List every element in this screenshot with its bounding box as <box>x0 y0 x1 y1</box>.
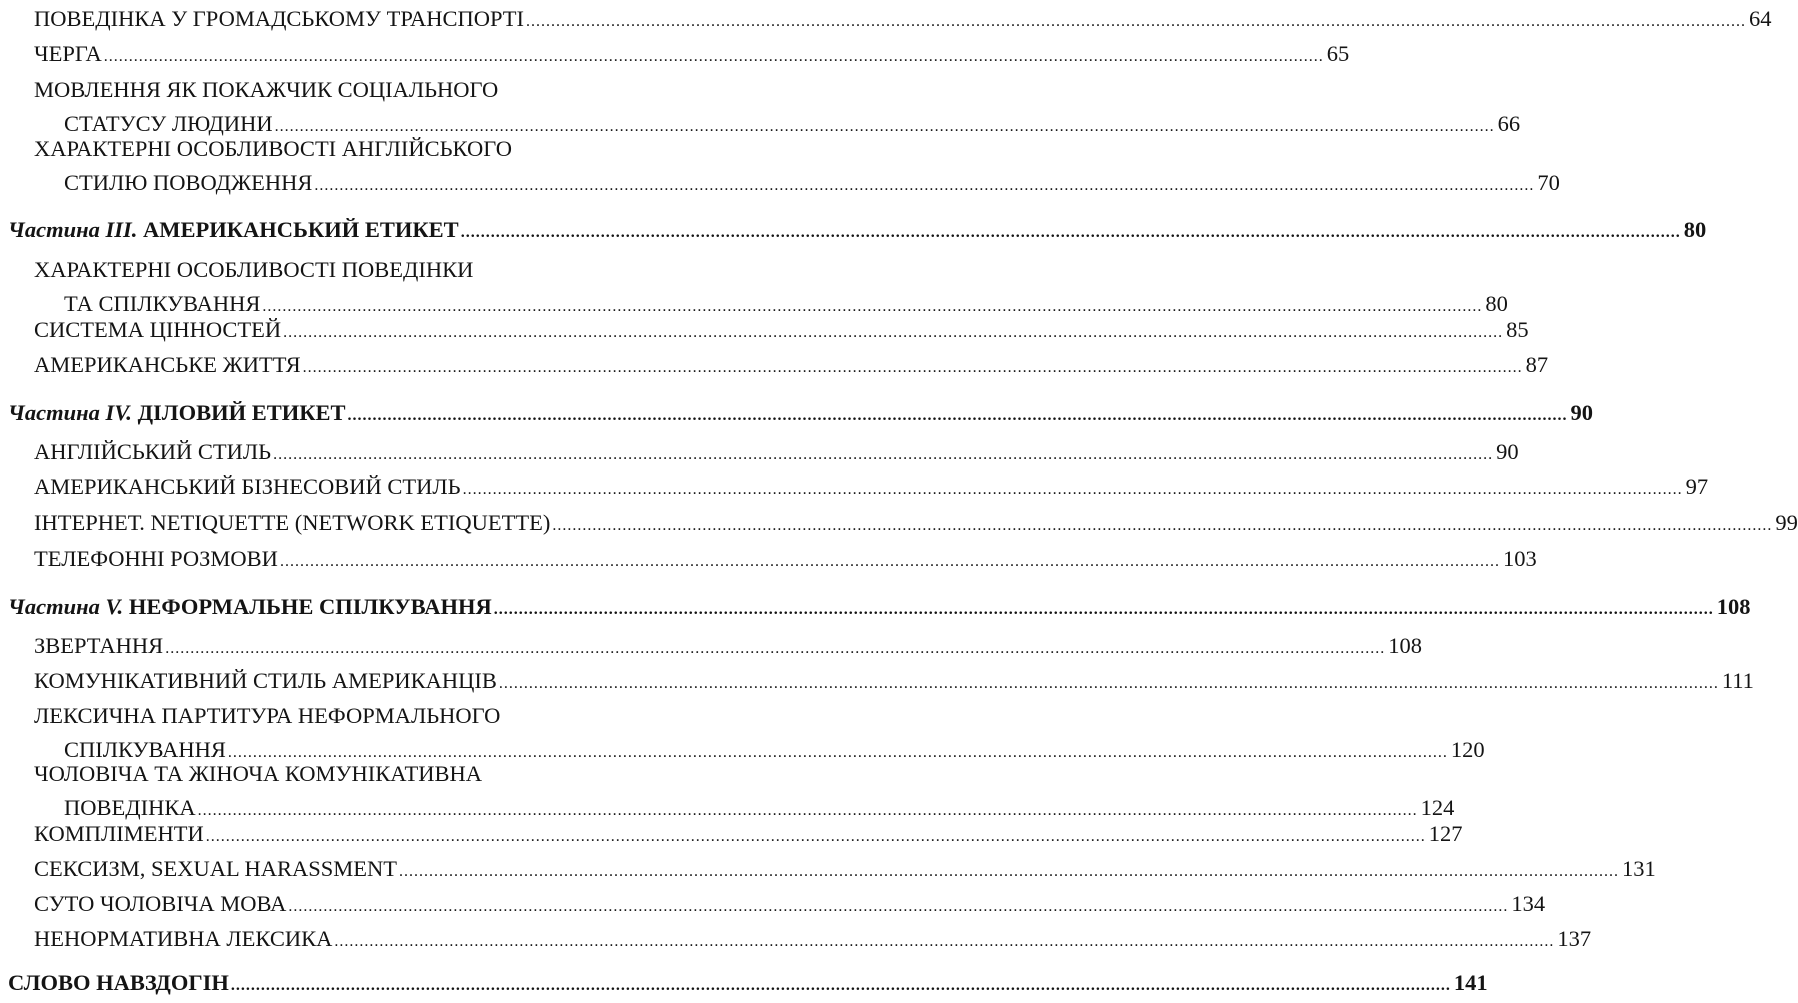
toc-line <box>0 470 1709 504</box>
toc-part-heading <box>0 213 1707 247</box>
dot-leader <box>552 509 1772 543</box>
toc-entry <box>0 2 1772 36</box>
dot-leader <box>526 5 1746 39</box>
toc-page-number: 66 <box>1497 111 1521 136</box>
toc-line <box>0 966 1488 1000</box>
toc-entry-title: СЛОВО НАВЗДОГІН <box>8 970 229 995</box>
toc-entry-title: КОМПЛІМЕНТИ <box>34 821 204 846</box>
dot-leader <box>499 667 1719 701</box>
dot-leader <box>494 593 1714 627</box>
toc-entry-title: ХАРАКТЕРНІ ОСОБЛИВОСТІ ПОВЕДІНКИ <box>34 257 474 282</box>
dot-leader <box>288 890 1508 924</box>
part-title: ДІЛОВИЙ ЕТИКЕТ <box>137 400 346 425</box>
toc-entry-title: ЧЕРГА <box>34 41 102 66</box>
toc-entry-title: АМЕРИКАНСЬКЕ ЖИТТЯ <box>34 352 301 377</box>
toc-page-number: 80 <box>1485 291 1508 316</box>
toc-line <box>0 435 1519 469</box>
toc-page-number: 131 <box>1622 856 1656 881</box>
toc-entry-title: ТЕЛЕФОННІ РОЗМОВИ <box>34 546 278 571</box>
toc-entry <box>0 852 1656 886</box>
toc-page-number: 70 <box>1537 170 1560 195</box>
dot-leader <box>461 216 1681 250</box>
toc-entry-title-continued: ТА СПІЛКУВАННЯ <box>64 291 261 316</box>
toc-entry <box>0 664 1754 698</box>
toc-entry-title-continued: СТАТУСУ ЛЮДИНИ <box>64 111 273 136</box>
toc-page-number: 80 <box>1683 217 1707 242</box>
toc-line <box>0 132 667 166</box>
toc-line <box>0 887 1546 921</box>
toc-entry <box>0 817 1463 851</box>
toc-line <box>0 2 1772 36</box>
toc-line <box>0 213 1707 247</box>
toc-line <box>0 396 1594 430</box>
toc-entry-title: КОМУНІКАТИВНИЙ СТИЛЬ АМЕРИКАНЦІВ <box>34 668 497 693</box>
toc-page-number: 90 <box>1570 400 1594 425</box>
toc-entry <box>0 922 1592 956</box>
toc-line <box>0 348 1549 382</box>
toc-line <box>0 73 667 107</box>
toc-page-number: 108 <box>1388 633 1422 658</box>
toc-entry <box>0 37 1350 71</box>
toc-entry <box>0 470 1709 504</box>
toc-line <box>0 253 667 287</box>
toc-entry-title: ЛЕКСИЧНА ПАРТИТУРА НЕФОРМАЛЬНОГО <box>34 703 501 728</box>
part-prefix: Частина III. <box>8 217 138 242</box>
toc-page-number: 111 <box>1721 668 1754 693</box>
dot-leader <box>206 820 1426 854</box>
toc-entry-title: ХАРАКТЕРНІ ОСОБЛИВОСТІ АНГЛІЙСЬКОГО <box>34 136 512 161</box>
toc-entry-title: ІНТЕРНЕТ. NETIQUETTE (NETWORK ETIQUETTE) <box>34 510 551 535</box>
toc-entry-title: СУТО ЧОЛОВІЧА МОВА <box>34 891 287 916</box>
toc-entry-title-continued: СТИЛЮ ПОВОДЖЕННЯ <box>64 170 313 195</box>
toc-page-number: 124 <box>1420 795 1455 820</box>
dot-leader <box>104 40 1324 74</box>
toc-entry-title: АНГЛІЙСЬКИЙ СТИЛЬ <box>34 439 272 464</box>
toc-page-number: 97 <box>1685 474 1709 499</box>
toc-entry-title-continued: ПОВЕДІНКА <box>64 795 196 820</box>
toc-page-number: 85 <box>1506 317 1529 342</box>
toc-page-number: 134 <box>1511 891 1546 916</box>
toc-entry <box>0 348 1549 382</box>
toc-page-number: 64 <box>1749 6 1772 31</box>
toc-line <box>0 37 1350 71</box>
part-prefix: Частина IV. <box>8 400 132 425</box>
toc-entry <box>0 506 1798 540</box>
toc-final-entry <box>0 966 1488 1000</box>
toc-line <box>0 699 667 733</box>
toc-line <box>0 629 1422 663</box>
part-prefix: Частина V. <box>8 594 124 619</box>
toc-page-number: 90 <box>1496 439 1519 464</box>
dot-leader <box>334 925 1554 959</box>
toc-entry <box>0 313 1529 347</box>
toc-line <box>0 590 1751 624</box>
toc-entry <box>0 757 1455 825</box>
part-title: НЕФОРМАЛЬНЕ СПІЛКУВАННЯ <box>128 594 492 619</box>
toc-entry-title: ПОВЕДІНКА У ГРОМАДСЬКОМУ ТРАНСПОРТІ <box>34 6 525 31</box>
toc-entry-title-continued: СПІЛКУВАННЯ <box>64 737 226 762</box>
toc-page-number: 99 <box>1775 510 1798 535</box>
toc-entry <box>0 73 1521 141</box>
dot-leader <box>303 351 1523 385</box>
toc-line <box>0 542 1537 576</box>
toc-page-number: 127 <box>1428 821 1463 846</box>
toc-line <box>0 664 1754 698</box>
toc-part-heading <box>0 396 1594 430</box>
toc-line <box>0 817 1463 851</box>
toc-part-heading <box>0 590 1751 624</box>
part-title: АМЕРИКАНСЬКИЙ ЕТИКЕТ <box>142 217 459 242</box>
toc-entry-title: АМЕРИКАНСЬКИЙ БІЗНЕСОВИЙ СТИЛЬ <box>34 474 461 499</box>
dot-leader <box>273 438 1493 472</box>
toc-entry <box>0 253 1508 321</box>
toc-page-number: 103 <box>1502 546 1537 571</box>
toc-entry-title: СЕКСИЗМ, SEXUAL HARASSMENT <box>34 856 398 881</box>
toc-page-number: 65 <box>1326 41 1350 66</box>
toc-entry <box>0 629 1422 663</box>
toc-entry-title: ЧОЛОВІЧА ТА ЖІНОЧА КОМУНІКАТИВНА <box>34 761 482 786</box>
toc-entry <box>0 132 1560 200</box>
toc-page-number: 141 <box>1453 970 1488 995</box>
dot-leader <box>399 855 1619 889</box>
dot-leader <box>314 169 1534 203</box>
toc-line <box>0 922 1592 956</box>
toc-line <box>0 757 667 791</box>
toc-page-number: 120 <box>1450 737 1485 762</box>
toc-entry <box>0 887 1546 921</box>
toc-entry-title: СИСТЕМА ЦІННОСТЕЙ <box>34 317 282 342</box>
toc-line <box>0 506 1798 540</box>
toc-line <box>0 852 1656 886</box>
toc-line <box>0 166 1560 200</box>
dot-leader <box>231 969 1451 1003</box>
dot-leader <box>165 632 1385 666</box>
toc-page-number: 137 <box>1557 926 1592 951</box>
toc-page-number: 87 <box>1525 352 1549 377</box>
dot-leader <box>348 399 1568 433</box>
dot-leader <box>283 316 1503 350</box>
toc-entry <box>0 435 1519 469</box>
toc-entry-title: ЗВЕРТАННЯ <box>34 633 164 658</box>
toc-line <box>0 313 1529 347</box>
toc-entry <box>0 542 1537 576</box>
dot-leader <box>280 545 1500 579</box>
dot-leader <box>463 473 1683 507</box>
toc-entry-title: НЕНОРМАТИВНА ЛЕКСИКА <box>34 926 333 951</box>
toc-page-number: 108 <box>1716 594 1751 619</box>
toc-entry-title: МОВЛЕННЯ ЯК ПОКАЖЧИК СОЦІАЛЬНОГО <box>34 77 499 102</box>
